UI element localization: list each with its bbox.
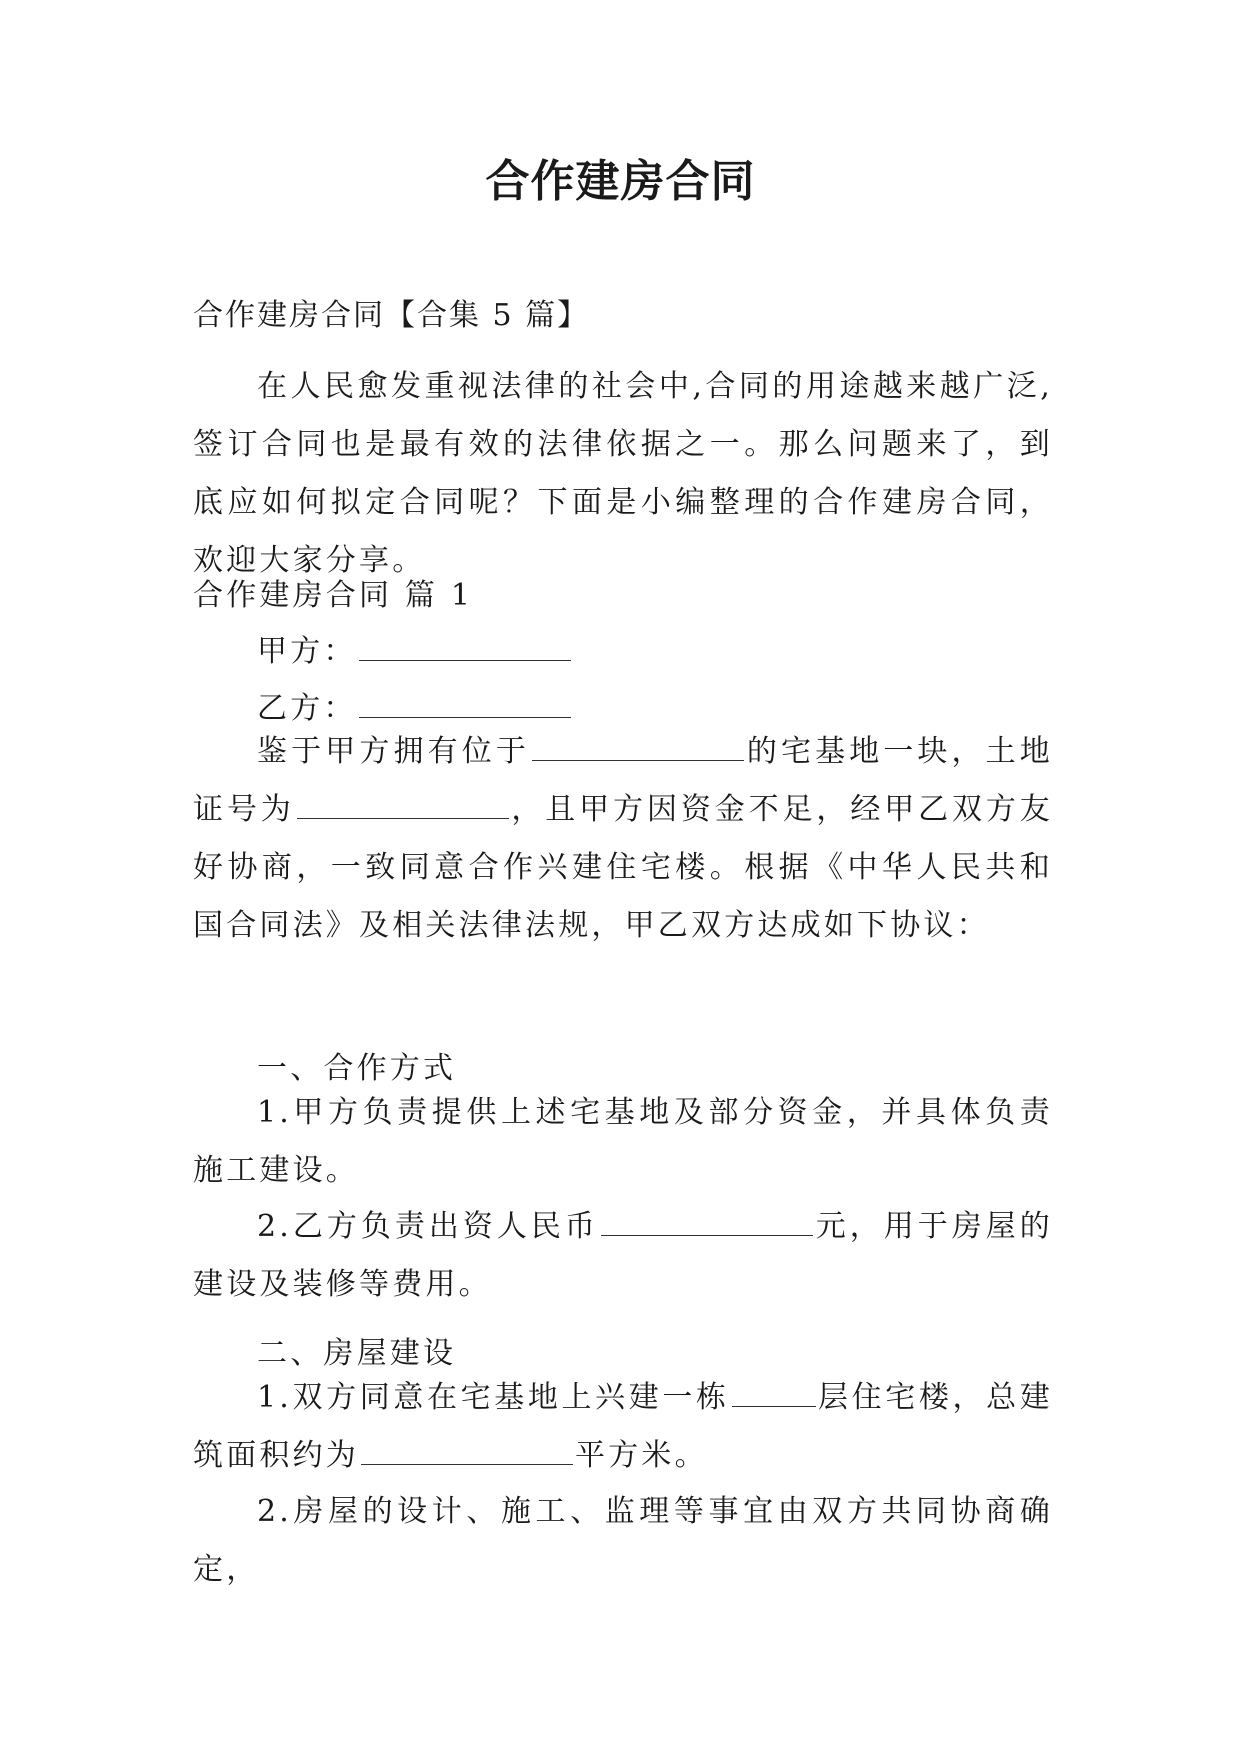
clause1-item1: 1.甲方负责提供上述宅基地及部分资金，并具体负责施工建设。 [193,1095,1053,1188]
recital-paragraph [193,723,1053,955]
location-blank [532,734,744,761]
floors-blank [732,1380,816,1407]
area-blank [361,1438,573,1465]
clause1-item2-text-2: 元，用于房屋的建设及装修等费用。 [193,1209,1053,1302]
recital-text-1: 鉴于甲方拥有位于 [257,734,530,769]
clause2-item2: 2.房屋的设计、施工、监理等事宜由双方共同协商确定， [193,1494,1053,1587]
clause2-item1 [193,1369,1053,1485]
clause2-item1-text-2: 层住宅楼，总建筑面积约为 [193,1380,1053,1473]
document-title: 合作建房合同 [485,156,756,207]
party-a-line [257,632,573,672]
land-certificate-blank [297,792,509,819]
clause1-heading: 一、合作方式 [257,1051,457,1086]
recital-text-2: 的宅基地一块，土地证号为 [193,734,1053,827]
clause1-item2-text-1: 2.乙方负责出资人民币 [257,1209,599,1244]
document-subtitle: 合作建房合同【合集 5 篇】 [193,298,590,333]
party-a-blank [359,634,571,661]
investment-amount-blank [601,1209,813,1236]
clause1-item2 [193,1198,1053,1314]
party-b-blank [359,691,571,718]
party-b-label: 乙方： [257,691,357,726]
clause2-heading: 二、房屋建设 [257,1336,457,1371]
intro-paragraph: 在人民愈发重视法律的社会中,合同的用途越来越广泛,签订合同也是最有效的法律依据之一。那么问题来了，到底应如何拟定合同呢？下面是小编整理的合作建房合同，欢迎大家分享。 [193,369,1053,578]
recital-text-3: ，且甲方因资金不足，经甲乙双方友好协商，一致同意合作兴建住宅楼。根据《中华人民共和国合同法》及相关法律法规，甲乙双方达成如下协议： [193,792,1053,943]
clause2-item1-text-1: 1.双方同意在宅基地上兴建一栋 [257,1380,730,1415]
clause2-item1-text-3: 平方米。 [575,1438,708,1473]
section-heading: 合作建房合同 篇 1 [193,578,474,613]
party-a-label: 甲方： [257,634,357,669]
